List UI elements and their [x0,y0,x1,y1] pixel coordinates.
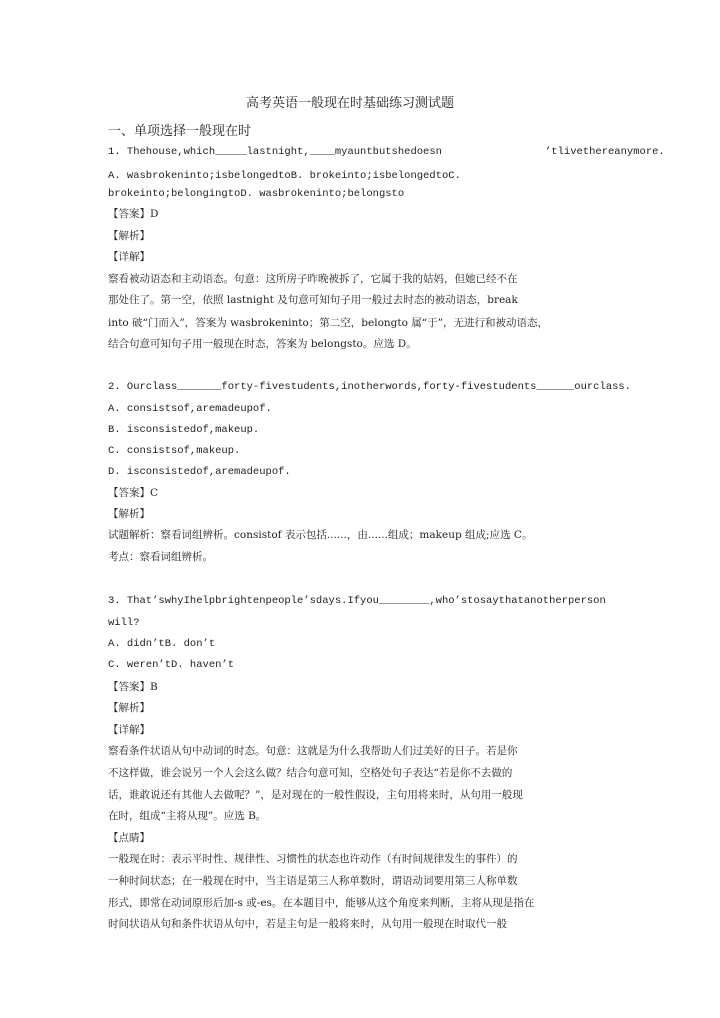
q2-option: A. consistsof,aremadeupof. [108,403,272,415]
q1-options-1: A. wasbrokeninto;isbelongedtoB. brokeinto;isbelongedtoC. [108,170,461,182]
q3-stem: 3. That’swhyIhelpbrightenpeople’sdays.Ifyou________,who’stosaythatanotherperson [108,595,606,607]
q2-option: B. isconsistedof,makeup. [108,424,260,436]
q1-stem: 1. Thehouse,which_____lastnight,____myauntbutshedoesn [108,146,442,158]
q2-option: D. isconsistedof,aremadeupof. [108,466,291,478]
q2-answer: 【答案】C [108,487,159,499]
q3-tip-text: 一般现在时：表示平时性、规律性、习惯性的状态也许动作（有时间规律发生的事件）的 [108,853,518,865]
q3-explanation: 在时，组成“主将从现”。应选 B。 [108,810,267,822]
q3-analysis-label: 【解析】 [108,702,150,714]
q3-stem-cont: will? [108,617,140,629]
q3-detail-label: 【详解】 [108,724,150,736]
q2-explanation: 试题解析：察看词组辨析。consistof 表示包括......，由......组成；makeup 组成;应选 C。 [108,529,533,541]
q1-explanation: 结合句意可知句子用一般现在时态，答案为 belongsto。应选 D。 [108,338,417,350]
q1-analysis-label: 【解析】 [108,230,150,242]
q1-answer: 【答案】D [108,208,159,220]
q1-explanation: 察看被动语态和主动语态。句意：这所房子昨晚被拆了，它属于我的姑妈，但她已经不在 [108,273,518,285]
q1-detail-label: 【详解】 [108,251,150,263]
q3-options-2: C. weren’tD. haven’t [108,659,235,671]
q3-explanation: 不这样做，谁会说另一个人会这么做？结合句意可知，空格处句子表达“若是你不去做的 [108,767,513,779]
q1-stem-end: ’tlivethereanymore. [545,146,665,158]
q3-explanation: 察看条件状语从句中动词的时态。句意：这就是为什么我帮助人们过美好的日子。若是你 [108,745,518,757]
q3-tip-text: 形式，即常在动词原形后加-s 或-es。在本题目中，能够从这个角度来判断，主将从现是指在 [108,897,535,909]
q3-tip-text: 一种时间状态；在一般现在时中，当主语是第三人称单数时，谓语动词要用第三人称单数 [108,875,518,887]
q3-tip-label: 【点睛】 [108,832,150,844]
section-heading: 一、单项选择一般现在时 [108,124,252,139]
q2-analysis-label: 【解析】 [108,508,150,520]
q1-explanation: 那处住了。第一空，依照 lastnight 及句意可知句子用一般过去时态的被动语态，break [108,294,518,306]
q1-options-2: brokeinto;belongingtoD. wasbrokeninto;belongsto [108,188,405,200]
q2-stem: 2. Ourclass_______forty-fivestudents,inotherwords,forty-fivestudents______ourclass. [108,381,631,393]
q2-explanation: 考点：察看词组辨析。 [108,551,213,563]
q3-tip-text: 时间状语从句和条件状语从句中，若是主句是一般将来时，从句用一般现在时取代一般 [108,918,507,930]
q3-explanation: 话，谁敢说还有其他人去做呢？”，是对现在的一般性假设，主句用将来时，从句用一般现 [108,789,523,801]
q1-explanation: into 破“门而入”，答案为 wasbrokeninto；第二空，belongto 属“于”，无进行和被动语态， [108,317,548,329]
document-title: 高考英语一般现在时基础练习测试题 [245,96,454,111]
q3-answer: 【答案】B [108,681,158,693]
q2-option: C. consistsof,makeup. [108,445,241,457]
q3-options-1: A. didn’tB. don’t [108,638,216,650]
